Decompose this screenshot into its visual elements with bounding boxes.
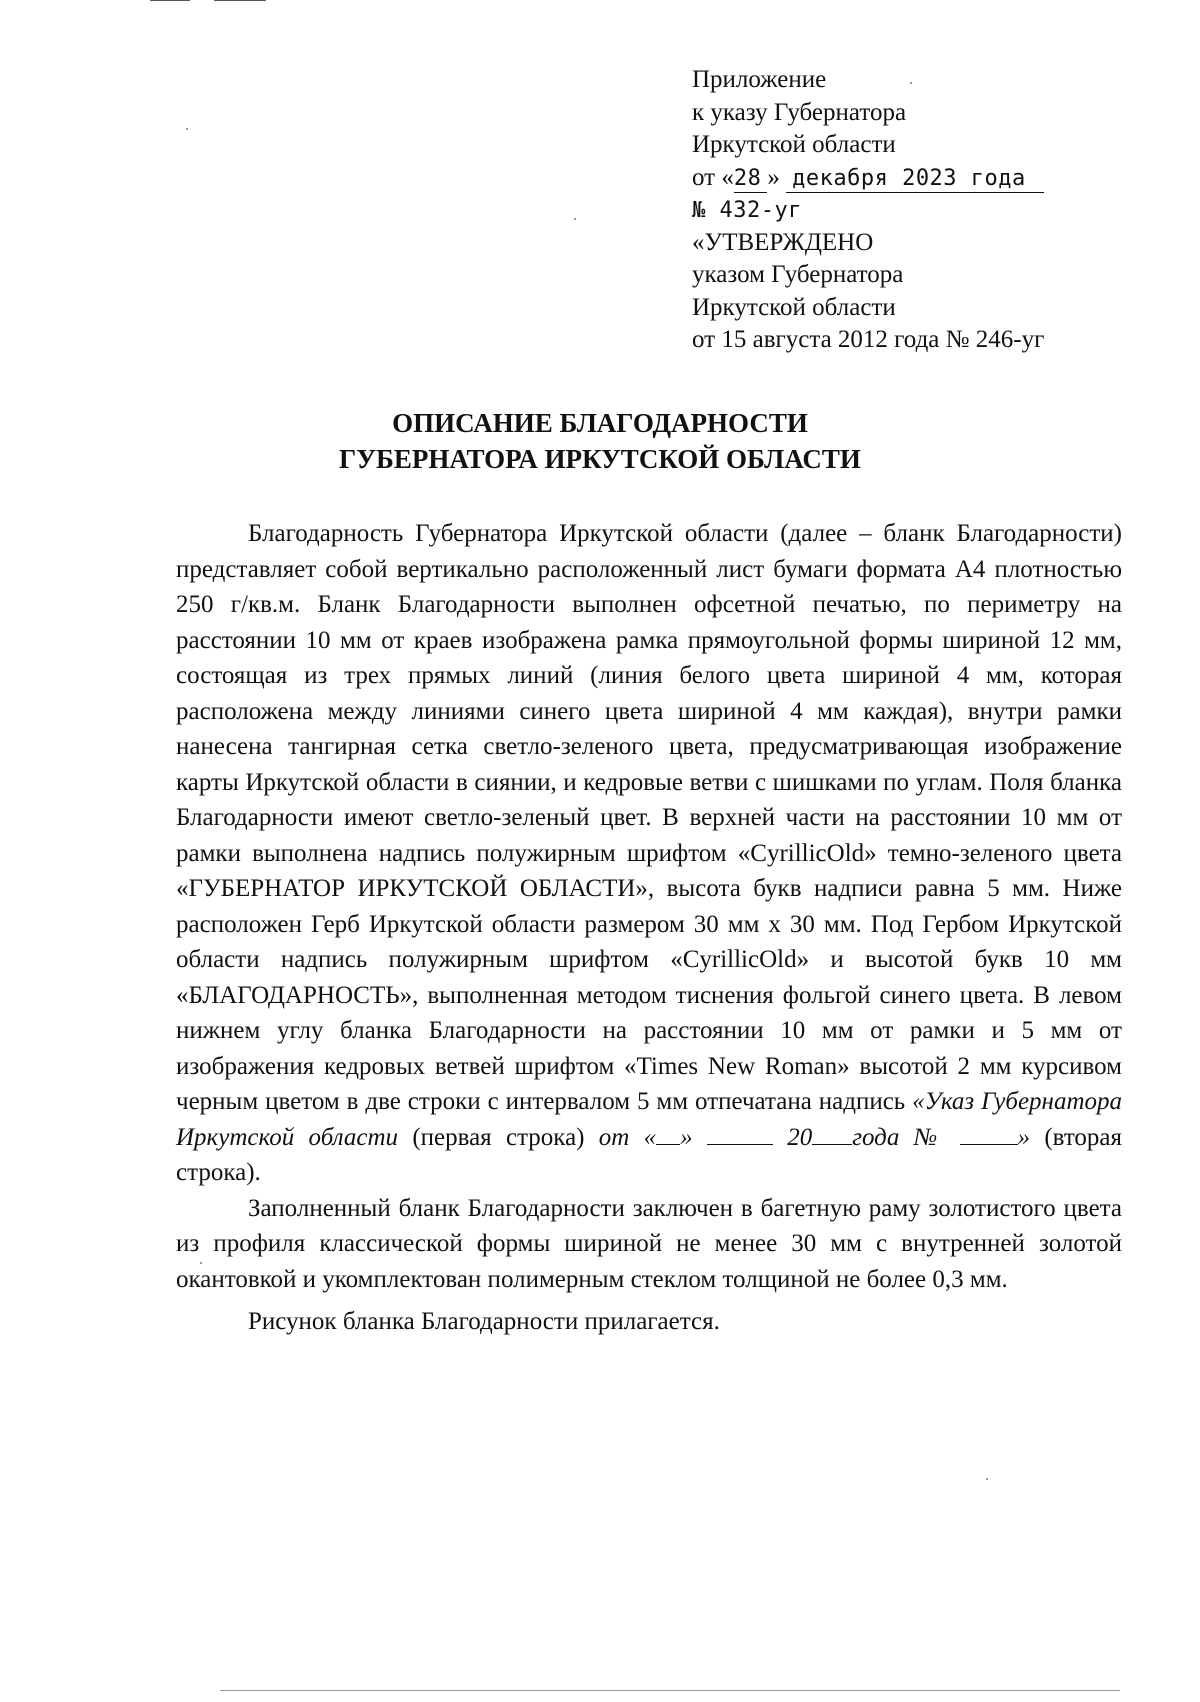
- approved-date: от 15 августа 2012 года № 246-уг: [692, 326, 1045, 353]
- decree-reference: к указу Губернатора: [692, 98, 907, 126]
- scan-artifact-line: [220, 1690, 1120, 1691]
- approved-label: «УТВЕРЖДЕНО: [692, 228, 874, 256]
- date-prefix: от «: [692, 163, 734, 191]
- scan-artifact-dot: [574, 218, 576, 220]
- inscription-date-open: от «: [598, 1123, 657, 1151]
- blank-day: [656, 1124, 680, 1145]
- scan-artifact-line: [150, 0, 190, 1]
- title-line-2: ГУБЕРНАТОРА ИРКУТСКОЙ ОБЛАСТИ: [339, 444, 861, 474]
- date-day-suffix: »: [767, 163, 780, 191]
- decree-date: [692, 162, 1152, 195]
- appendix-label: Приложение: [692, 66, 827, 93]
- inscription-number-label: года №: [852, 1123, 946, 1151]
- date-day: 28: [734, 166, 768, 193]
- blank-number: [960, 1124, 1018, 1145]
- paragraph-description: [176, 516, 1122, 1191]
- inscription-date-close: »: [680, 1123, 693, 1151]
- decree-number: № 432-уг: [692, 198, 802, 223]
- paragraph-attachment: Рисунок бланка Благодарности прилагается.: [248, 1308, 720, 1335]
- scan-artifact-line: [214, 0, 266, 1]
- title-line-1: ОПИСАНИЕ БЛАГОДАРНОСТИ: [392, 408, 808, 438]
- document-body: [176, 516, 1122, 1340]
- scan-artifact-dot: [186, 128, 188, 130]
- page-title: [0, 405, 1200, 477]
- paragraph-frame: Заполненный бланк Благодарности заключен в багетную раму золотистого цвета из профиля классической формы шириной не менее 30 мм с внутренней золотой окантовкой и укомплектован полимерным стеклом толщиной не более 0,3 мм.: [176, 1194, 1122, 1293]
- italic-inscription-line2: [599, 1124, 1030, 1151]
- paragraph-description-text: Благодарность Губернатора Иркутской области (далее – бланк Благодарности) представляет собой вертикально расположенный лист бумаги формата А4 плотностью 250 г/кв.м. Бланк Благодарности выполнен офсетной печатью, по периметру на расстоянии 10 мм от краев изображена рамка прямоугольной формы шириной 12 мм, состоящая из трех прямых линий (линия белого цвета шириной 4 мм, которая расположена между линиями синего цвета шириной 4 мм каждая), внутри рамки нанесена тангирная сетка светло-зеленого цвета, предусматривающая изображение карты Иркутской области в сиянии, и кедровые ветви с шишками по углам. Поля бланка Благодарности имеют светло-зеленый цвет. В верхней части на расстоянии 10 мм от рамки выполнена надпись полужирным шрифтом «CyrillicOld» темно-зеленого цвета «ГУБЕРНАТОР ИРКУТСКОЙ ОБЛАСТИ», высота букв надписи равна 5 мм. Ниже расположен Герб Иркутской области размером 30 мм x 30 мм. Под Гербом Иркутской области надпись полужирным шрифтом «CyrillicOld» и высотой букв 10 мм «БЛАГОДАРНОСТЬ», выполненная методом тиснения фольгой синего цвета. В левом нижнем углу бланка Благодарности на расстоянии 10 мм от рамки и 5 мм от изображения кедровых ветвей шрифтом «Times New Roman» высотой 2 мм курсивом черным цветом в две строки с интервалом 5 мм отпечатана надпись: [176, 520, 1122, 1115]
- approved-region: Иркутской области: [692, 293, 896, 321]
- first-line-note: (первая строка): [412, 1123, 585, 1151]
- region-name: Иркутской области: [692, 131, 896, 158]
- inscription-close-quote: »: [1017, 1123, 1031, 1151]
- blank-month: [707, 1124, 773, 1145]
- italic-inscription-line1: «Указ Губернатора Иркутской области: [176, 1088, 1122, 1151]
- approved-by: указом Губернатора: [692, 261, 904, 288]
- approval-block: [692, 64, 1152, 357]
- second-line-note: (вторая строка).: [176, 1123, 1123, 1186]
- blank-year: [812, 1124, 852, 1145]
- inscription-year-prefix: 20: [787, 1123, 813, 1151]
- scan-artifact-dot: [986, 1478, 988, 1480]
- date-month-year: декабря 2023 года: [786, 166, 1044, 193]
